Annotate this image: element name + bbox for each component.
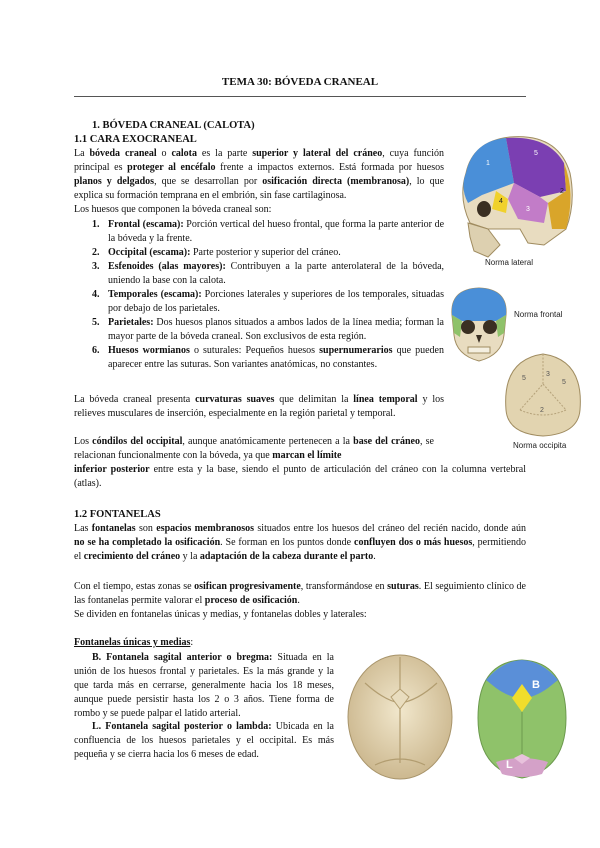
bone-list-item: 3. Esfenoides (alas mayores): Contribuyen a la parte anterolateral de la bóveda, uniendo la base con la calota. [92, 261, 445, 286]
fontanel-diagram-figure [472, 658, 572, 780]
paragraph-boveda-def: La bóveda craneal o calota es la parte superior y lateral del cráneo, cuya función principal es proteger al encéfalo frente a impactos externos. Está formada por huesos planos y delgados, que se desarrollan por osificación directa (membranosa), lo que explica su formación temprana en el embrión, sin fase cartilaginosa. [74, 148, 445, 201]
occipital-label: 5 [562, 379, 566, 386]
unicas-heading: Fontanelas únicas y medias: [74, 637, 194, 648]
item-bregma: B. Fontanela sagital anterior o bregma: Situada en la unión de los huesos frontal y parietales. Es la más grande y la que tarda más en cerrarse, generalmente hacia los 18 meses, aunque puede persistir hasta los 2 o 3 años. Tiene forma de rombo y se puede palpar el latido arterial. [74, 652, 334, 719]
lateral-label: 3 [526, 206, 530, 213]
item-lambda: L. Fontanela sagital posterior o lambda: Ubicada en la confluencia de los huesos parietales y el occipital. Es más pequeña y se cierra hacia los 6 meses de edad. [74, 721, 334, 760]
paragraph-osificacion: Con el tiempo, estas zonas se osifican progresivamente, transformándose en suturas. El seguimiento clínico de las fontanelas permite valorar el proceso de osificación. [74, 581, 526, 606]
paragraph-division: Se dividen en fontanelas únicas y medias, y fontanelas dobles y laterales: [74, 609, 367, 620]
paragraph-condilos: Los cóndilos del occipital, aunque anatómicamente pertenecen a la base del cráneo, se relacionan funcionalmente con la bóveda, ya que marcan el límite [74, 436, 434, 461]
lateral-label: 1 [486, 160, 490, 167]
lateral-label: 5 [534, 150, 538, 157]
lateral-label: 2 [560, 188, 564, 195]
title-divider [74, 96, 526, 97]
caption-lateral: Norma lateral [485, 258, 534, 267]
caption-occipital: Norma occipita [513, 441, 567, 450]
bone-list-item: 4. Temporales (escama): Porciones laterales y superiores de los temporales, situadas por debajo de los parietales. [92, 289, 445, 314]
bone-list-item: 5. Parietales: Dos huesos planos situados a ambos lados de la línea media; forman la mayor parte de la bóveda craneal. Son exclusivos de esta región. [92, 317, 444, 342]
label-lambda: L [506, 759, 513, 771]
bone-list-item: 2. Occipital (escama): Parte posterior y superior del cráneo. [92, 247, 341, 258]
occipital-label: 2 [540, 407, 544, 414]
subsection-heading-exocraneal: 1.1 CARA EXOCRANEAL [74, 134, 197, 145]
subsection-heading-fontanelas: 1.2 FONTANELAS [74, 509, 161, 520]
occipital-label: 5 [522, 375, 526, 382]
paragraph-condilos-cont: inferior posterior entre esta y la base, siendo el punto de articulación del cráneo con la columna vertebral (atlas). [74, 464, 526, 489]
bone-list-item: 1. Frontal (escama): Porción vertical del hueso frontal, que forma la parte anterior de la bóveda y la frente. [92, 219, 445, 244]
skull-lateral-figure [448, 133, 578, 268]
paragraph-fontanelas-def: Las fontanelas son espacios membranosos situados entre los huesos del cráneo del recién nacido, donde aún no se ha completado la osificación. Se forman en los puntos donde confluyen dos o más huesos, permitiendo el crecimiento del cráneo y la adaptación de la cabeza durante el parto. [74, 523, 526, 562]
occipital-label: 3 [546, 371, 550, 378]
skull-occipital-figure [500, 350, 586, 440]
lateral-label: 4 [499, 198, 503, 205]
list-intro: Los huesos que componen la bóveda craneal son: [74, 204, 272, 215]
section-heading: 1. BÓVEDA CRANEAL (CALOTA) [92, 120, 255, 131]
page-title: TEMA 30: BÓVEDA CRANEAL [221, 76, 379, 88]
paragraph-curvaturas: La bóveda craneal presenta curvaturas suaves que delimitan la línea temporal y los relieves musculares de inserción, especialmente en la región parietal y temporal. [74, 394, 444, 419]
caption-frontal: Norma frontal [514, 310, 563, 319]
label-bregma: B [532, 679, 540, 691]
neonatal-skull-figure [345, 653, 455, 781]
bone-list-item: 6. Huesos wormianos o suturales: Pequeños huesos supernumerarios que pueden aparecer entre las suturas. Son variantes anatómicas, no constantes. [92, 345, 444, 370]
